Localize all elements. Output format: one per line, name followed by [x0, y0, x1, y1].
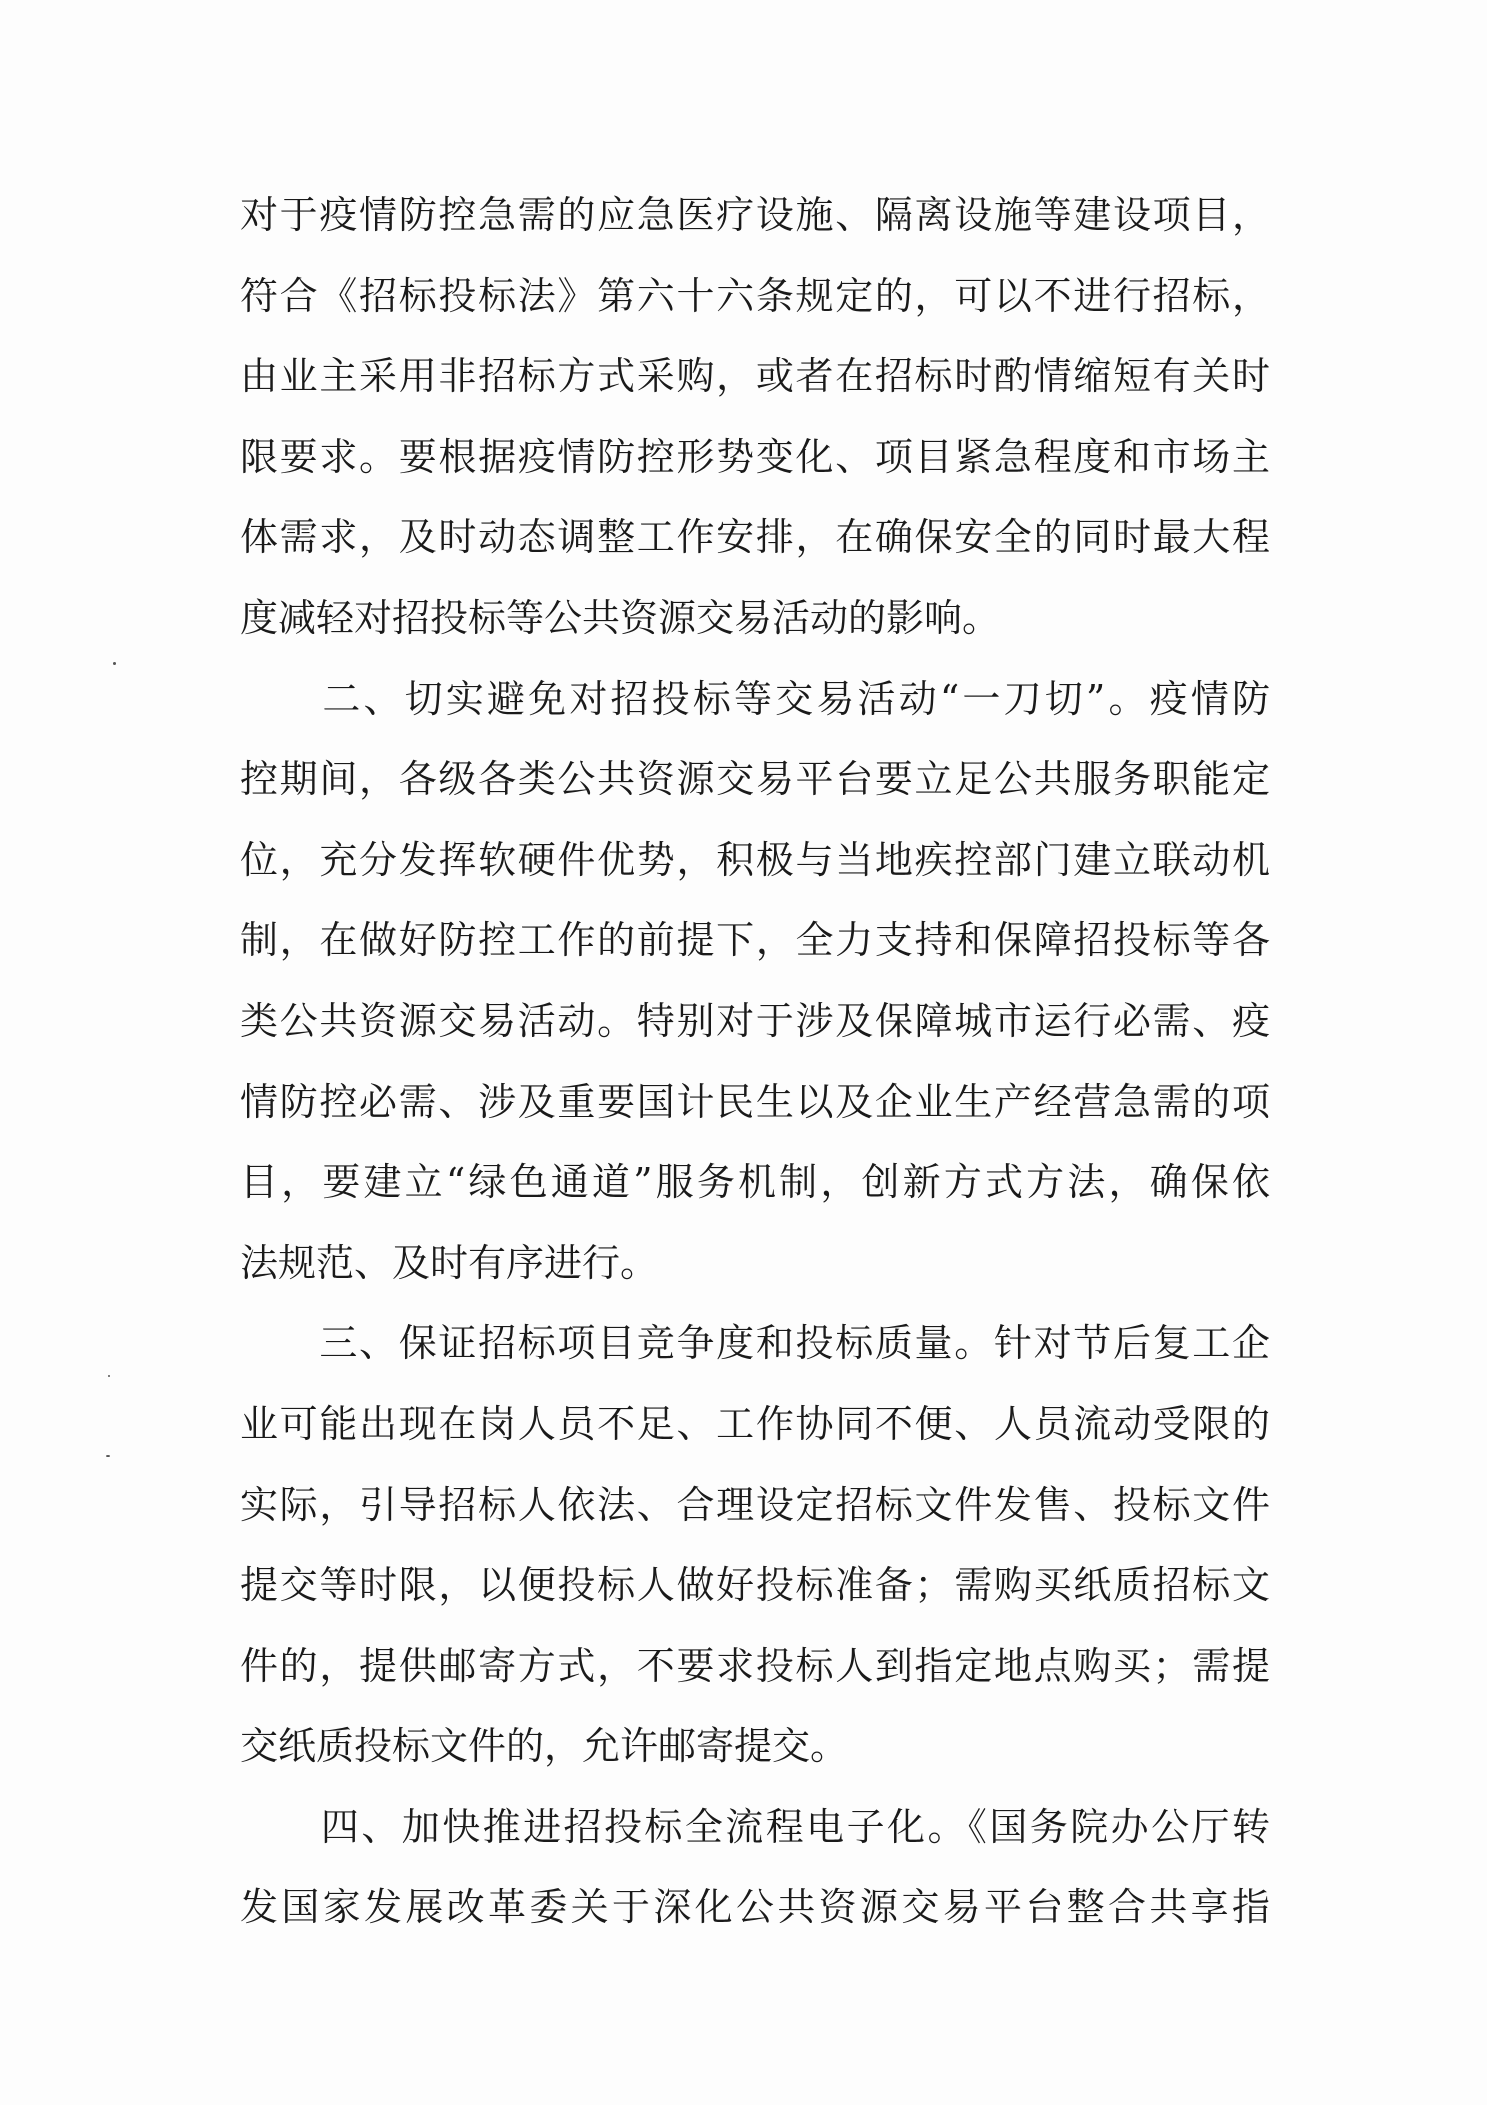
text-line: 二、切实避免对招投标等交易活动“一刀切”。疫情防 [240, 676, 1270, 721]
text-line: 类公共资源交易活动。特别对于涉及保障城市运行必需、疫 [240, 998, 1270, 1043]
text-line: 发国家发展改革委关于深化公共资源交易平台整合共享指 [240, 1885, 1270, 1930]
text-line: 控期间，各级各类公共资源交易平台要立足公共服务职能定 [240, 757, 1270, 802]
text-line: 位，充分发挥软硬件优势，积极与当地疾控部门建立联动机 [240, 837, 1270, 882]
text-line: 限要求。要根据疫情防控形势变化、项目紧急程度和市场主 [240, 434, 1270, 479]
text-line: 三、保证招标项目竞争度和投标质量。针对节后复工企 [240, 1321, 1270, 1366]
text-line: 体需求，及时动态调整工作安排，在确保安全的同时最大程 [240, 515, 1270, 560]
text-line: 情防控必需、涉及重要国计民生以及企业生产经营急需的项 [240, 1079, 1270, 1124]
text-line: 度减轻对招投标等公共资源交易活动的影响。 [240, 595, 1001, 640]
text-line: 件的，提供邮寄方式，不要求投标人到指定地点购买；需提 [240, 1643, 1270, 1688]
text-line: 实际，引导招标人依法、合理设定招标文件发售、投标文件 [240, 1482, 1270, 1527]
text-line: 交纸质投标文件的，允许邮寄提交。 [240, 1724, 849, 1769]
text-line: 业可能出现在岗人员不足、工作协同不便、人员流动受限的 [240, 1401, 1270, 1446]
text-line: 对于疫情防控急需的应急医疗设施、隔离设施等建设项目， [240, 193, 1270, 237]
text-line: 四、加快推进招投标全流程电子化。《国务院办公厅转 [240, 1804, 1270, 1849]
text-line: 制，在做好防控工作的前提下，全力支持和保障招投标等各 [240, 918, 1270, 963]
text-line: 由业主采用非招标方式采购，或者在招标时酌情缩短有关时 [240, 354, 1270, 399]
text-line: 目，要建立“绿色通道”服务机制，创新方式方法，确保依 [240, 1160, 1270, 1205]
scan-speck [108, 1375, 110, 1377]
text-line: 符合《招标投标法》第六十六条规定的，可以不进行招标， [240, 273, 1270, 318]
scan-speck [113, 662, 116, 665]
text-line: 提交等时限，以便投标人做好投标准备；需购买纸质招标文 [240, 1563, 1270, 1608]
scan-speck [106, 1455, 110, 1457]
document-body [240, 175, 1270, 1948]
text-line: 法规范、及时有序进行。 [240, 1240, 659, 1285]
